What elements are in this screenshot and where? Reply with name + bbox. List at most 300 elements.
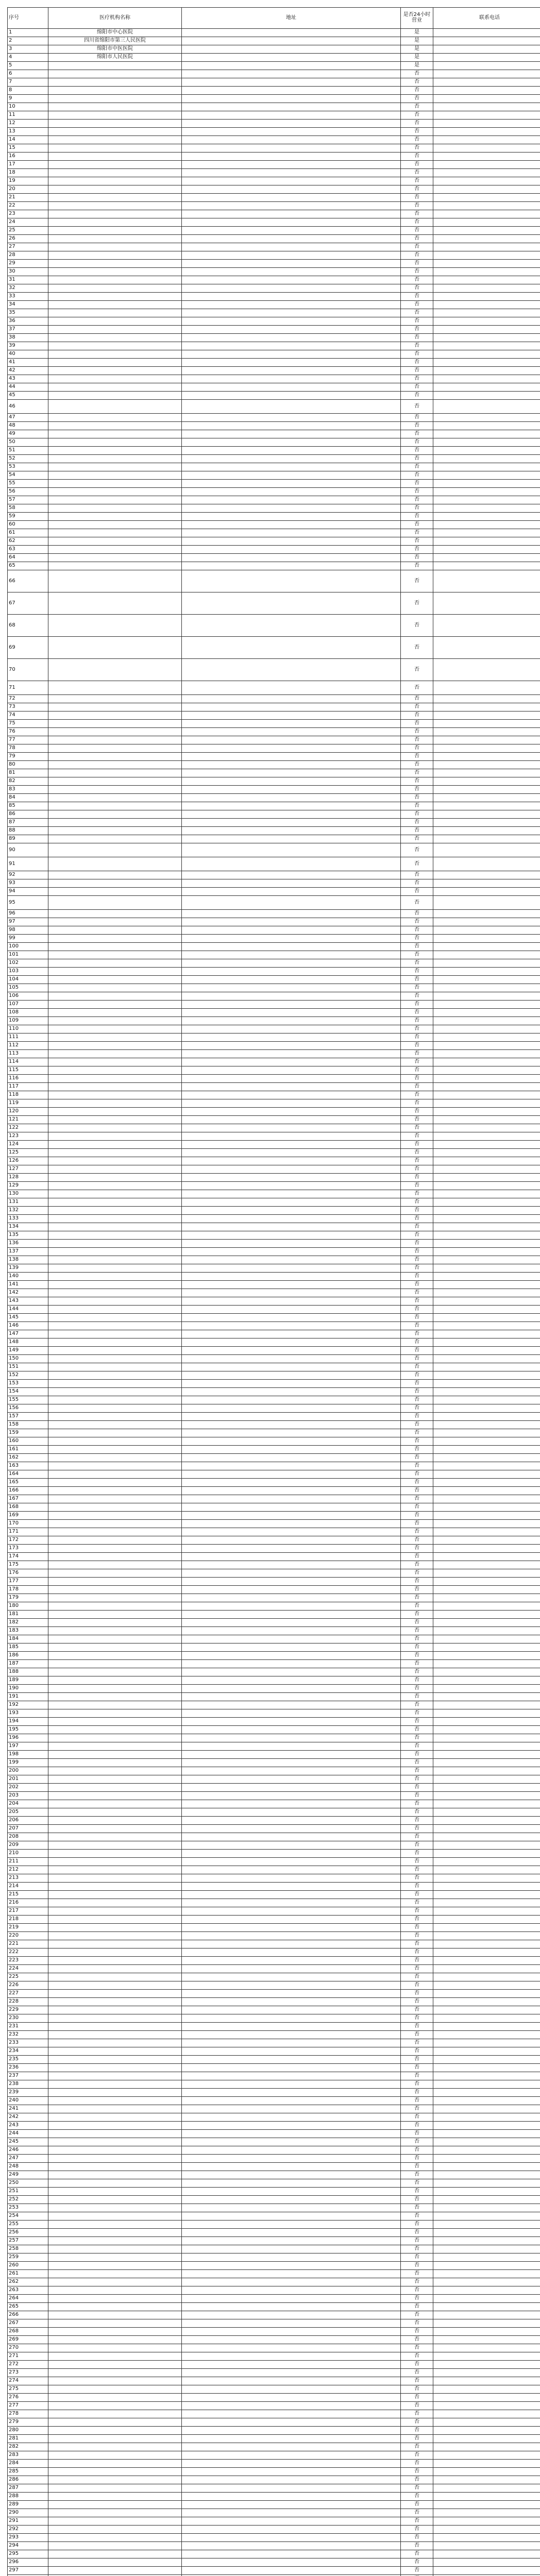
phone-cell xyxy=(433,1718,540,1726)
table-row xyxy=(8,2171,540,2179)
row-index-cell: 11 xyxy=(8,111,48,120)
address-cell xyxy=(182,342,401,350)
open-24-hours-cell: 否 xyxy=(401,546,433,554)
open-24-hours-cell: 否 xyxy=(401,1718,433,1726)
table-row xyxy=(8,1825,540,1833)
address-cell xyxy=(182,1668,401,1676)
institution-name-cell xyxy=(48,293,182,301)
institution-name-cell xyxy=(48,1899,182,1907)
row-index-cell: 157 xyxy=(8,1413,48,1421)
address-cell xyxy=(182,1520,401,1528)
row-index-cell: 253 xyxy=(8,2204,48,2212)
row-index-cell: 198 xyxy=(8,1751,48,1759)
table-row xyxy=(8,1883,540,1891)
row-index-cell: 175 xyxy=(8,1561,48,1569)
table-row xyxy=(8,2080,540,2089)
table-row xyxy=(8,342,540,350)
institution-name-cell xyxy=(48,2336,182,2344)
open-24-hours-cell: 否 xyxy=(401,1998,433,2006)
phone-cell xyxy=(433,2509,540,2517)
institution-name-cell xyxy=(48,2196,182,2204)
address-cell xyxy=(182,1973,401,1981)
institution-name-cell xyxy=(48,78,182,87)
table-row xyxy=(8,1528,540,1536)
phone-cell xyxy=(433,1957,540,1965)
table-row xyxy=(8,1512,540,1520)
open-24-hours-cell: 否 xyxy=(401,976,433,984)
table-row xyxy=(8,1850,540,1858)
address-cell xyxy=(182,1099,401,1108)
institution-name-cell xyxy=(48,2435,182,2443)
phone-cell xyxy=(433,1676,540,1685)
phone-cell xyxy=(433,471,540,480)
address-cell xyxy=(182,562,401,570)
address-cell xyxy=(182,243,401,251)
row-index-cell: 142 xyxy=(8,1289,48,1297)
open-24-hours-cell: 否 xyxy=(401,400,433,414)
address-cell xyxy=(182,1033,401,1042)
table-row xyxy=(8,2130,540,2138)
phone-cell xyxy=(433,1223,540,1231)
open-24-hours-cell: 否 xyxy=(401,276,433,284)
phone-cell xyxy=(433,45,540,54)
address-cell xyxy=(182,1693,401,1701)
table-row xyxy=(8,2229,540,2237)
open-24-hours-cell: 否 xyxy=(401,2377,433,2385)
institution-name-cell xyxy=(48,1891,182,1899)
institution-name-cell xyxy=(48,513,182,521)
open-24-hours-cell: 否 xyxy=(401,227,433,235)
row-index-cell: 165 xyxy=(8,1479,48,1487)
table-row xyxy=(8,1545,540,1553)
address-cell xyxy=(182,2113,401,2122)
open-24-hours-cell: 否 xyxy=(401,317,433,326)
row-index-cell: 167 xyxy=(8,1495,48,1503)
table-row xyxy=(8,2031,540,2039)
table-row xyxy=(8,2394,540,2402)
institution-name-cell xyxy=(48,810,182,819)
address-cell xyxy=(182,992,401,1001)
open-24-hours-cell: 否 xyxy=(401,1924,433,1932)
row-index-cell: 227 xyxy=(8,1990,48,1998)
phone-cell xyxy=(433,1380,540,1388)
open-24-hours-cell: 否 xyxy=(401,728,433,736)
table-row xyxy=(8,2534,540,2542)
table-row xyxy=(8,819,540,827)
row-index-cell: 196 xyxy=(8,1734,48,1742)
table-row xyxy=(8,976,540,984)
open-24-hours-cell: 否 xyxy=(401,1668,433,1676)
address-cell xyxy=(182,383,401,392)
phone-cell xyxy=(433,2468,540,2476)
row-index-cell: 29 xyxy=(8,260,48,268)
row-index-cell: 15 xyxy=(8,144,48,152)
phone-cell xyxy=(433,1099,540,1108)
address-cell xyxy=(182,1075,401,1083)
row-index-cell: 275 xyxy=(8,2385,48,2394)
table-row xyxy=(8,2047,540,2056)
phone-cell xyxy=(433,1165,540,1174)
institution-name-cell xyxy=(48,2468,182,2476)
row-index-cell: 172 xyxy=(8,1536,48,1545)
phone-cell xyxy=(433,1990,540,1998)
open-24-hours-cell: 否 xyxy=(401,1050,433,1058)
phone-cell xyxy=(433,1767,540,1775)
table-row xyxy=(8,2509,540,2517)
table-row xyxy=(8,251,540,260)
address-cell xyxy=(182,392,401,400)
address-cell xyxy=(182,2179,401,2188)
open-24-hours-cell: 否 xyxy=(401,301,433,309)
institution-name-cell xyxy=(48,2501,182,2509)
row-index-cell: 190 xyxy=(8,1685,48,1693)
open-24-hours-cell: 否 xyxy=(401,2221,433,2229)
row-index-cell: 72 xyxy=(8,695,48,703)
open-24-hours-cell: 否 xyxy=(401,918,433,926)
table-row xyxy=(8,2122,540,2130)
phone-cell xyxy=(433,1174,540,1182)
address-cell xyxy=(182,2097,401,2105)
institution-name-cell xyxy=(48,2253,182,2262)
open-24-hours-cell: 否 xyxy=(401,260,433,268)
row-index-cell: 214 xyxy=(8,1883,48,1891)
institution-name-cell xyxy=(48,185,182,194)
institution-name-cell xyxy=(48,2163,182,2171)
table-row xyxy=(8,1141,540,1149)
institution-name-cell xyxy=(48,1883,182,1891)
table-row xyxy=(8,161,540,169)
phone-cell xyxy=(433,1528,540,1536)
phone-cell xyxy=(433,2221,540,2229)
phone-cell xyxy=(433,375,540,383)
institution-name-cell xyxy=(48,1520,182,1528)
institution-name-cell xyxy=(48,334,182,342)
table-row xyxy=(8,827,540,835)
row-index-cell: 47 xyxy=(8,414,48,422)
table-row xyxy=(8,703,540,711)
open-24-hours-cell: 否 xyxy=(401,1289,433,1297)
table-row xyxy=(8,1124,540,1132)
open-24-hours-cell: 否 xyxy=(401,1322,433,1330)
phone-cell xyxy=(433,260,540,268)
address-cell xyxy=(182,1058,401,1066)
address-cell xyxy=(182,2550,401,2558)
table-row xyxy=(8,521,540,529)
institution-name-cell xyxy=(48,2089,182,2097)
address-cell xyxy=(182,1619,401,1627)
row-index-cell: 83 xyxy=(8,786,48,794)
institution-name-cell xyxy=(48,1429,182,1437)
table-row xyxy=(8,1635,540,1643)
table-row xyxy=(8,1808,540,1817)
institution-name-cell xyxy=(48,1001,182,1009)
table-row xyxy=(8,1396,540,1404)
table-row xyxy=(8,430,540,438)
institution-name-cell xyxy=(48,1850,182,1858)
address-cell xyxy=(182,943,401,951)
row-index-cell: 266 xyxy=(8,2311,48,2319)
address-cell xyxy=(182,45,401,54)
phone-cell xyxy=(433,1066,540,1075)
institution-name-cell xyxy=(48,218,182,227)
open-24-hours-cell: 否 xyxy=(401,95,433,103)
table-row xyxy=(8,1338,540,1347)
open-24-hours-cell: 否 xyxy=(401,720,433,728)
phone-cell xyxy=(433,2155,540,2163)
phone-cell xyxy=(433,1627,540,1635)
table-row xyxy=(8,1660,540,1668)
table-row xyxy=(8,1248,540,1256)
phone-cell xyxy=(433,1273,540,1281)
row-index-cell: 270 xyxy=(8,2344,48,2352)
row-index-cell: 243 xyxy=(8,2122,48,2130)
phone-cell xyxy=(433,293,540,301)
table-row xyxy=(8,2410,540,2418)
open-24-hours-cell: 否 xyxy=(401,2517,433,2526)
table-row xyxy=(8,2418,540,2427)
row-index-cell: 44 xyxy=(8,383,48,392)
row-index-cell: 152 xyxy=(8,1371,48,1380)
table-row xyxy=(8,1520,540,1528)
institution-name-cell xyxy=(48,1470,182,1479)
address-cell xyxy=(182,2229,401,2237)
address-cell xyxy=(182,1091,401,1099)
address-cell xyxy=(182,935,401,943)
address-cell xyxy=(182,879,401,888)
institution-name-cell xyxy=(48,2509,182,2517)
table-row xyxy=(8,1454,540,1462)
institution-name-cell xyxy=(48,169,182,177)
row-index-cell: 137 xyxy=(8,1248,48,1256)
open-24-hours-cell: 否 xyxy=(401,2138,433,2146)
phone-cell xyxy=(433,1322,540,1330)
address-cell xyxy=(182,1338,401,1347)
institution-name-cell xyxy=(48,2526,182,2534)
table-row xyxy=(8,1108,540,1116)
phone-cell xyxy=(433,2047,540,2056)
table-row xyxy=(8,935,540,943)
table-row xyxy=(8,2188,540,2196)
phone-cell xyxy=(433,1108,540,1116)
open-24-hours-cell: 否 xyxy=(401,1108,433,1116)
open-24-hours-cell: 否 xyxy=(401,2295,433,2303)
row-index-cell: 222 xyxy=(8,1948,48,1957)
institution-name-cell xyxy=(48,2476,182,2484)
phone-cell xyxy=(433,1404,540,1413)
open-24-hours-cell: 否 xyxy=(401,2542,433,2550)
table-row xyxy=(8,2146,540,2155)
institution-name-cell xyxy=(48,835,182,843)
table-row xyxy=(8,383,540,392)
phone-cell xyxy=(433,2105,540,2113)
open-24-hours-cell: 否 xyxy=(401,1874,433,1883)
open-24-hours-cell: 否 xyxy=(401,2023,433,2031)
address-cell xyxy=(182,1066,401,1075)
institution-name-cell xyxy=(48,918,182,926)
row-index-cell: 263 xyxy=(8,2286,48,2295)
row-index-cell: 56 xyxy=(8,488,48,496)
open-24-hours-cell: 否 xyxy=(401,1512,433,1520)
open-24-hours-cell: 否 xyxy=(401,1932,433,1940)
phone-cell xyxy=(433,2113,540,2122)
address-cell xyxy=(182,1858,401,1866)
address-cell xyxy=(182,1009,401,1017)
row-index-cell: 285 xyxy=(8,2468,48,2476)
row-index-cell: 268 xyxy=(8,2328,48,2336)
phone-cell xyxy=(433,1965,540,1973)
table-row xyxy=(8,1858,540,1866)
institution-name-cell xyxy=(48,2097,182,2105)
address-cell xyxy=(182,359,401,367)
row-index-cell: 118 xyxy=(8,1091,48,1099)
table-row xyxy=(8,1001,540,1009)
phone-cell xyxy=(433,1685,540,1693)
institution-name-cell xyxy=(48,1050,182,1058)
table-row xyxy=(8,1536,540,1545)
address-cell xyxy=(182,2072,401,2080)
address-cell xyxy=(182,1437,401,1446)
open-24-hours-cell: 否 xyxy=(401,1314,433,1322)
phone-cell xyxy=(433,2319,540,2328)
institution-name-cell xyxy=(48,615,182,637)
phone-cell xyxy=(433,1413,540,1421)
open-24-hours-cell: 否 xyxy=(401,251,433,260)
open-24-hours-cell: 否 xyxy=(401,1611,433,1619)
table-row xyxy=(8,1578,540,1586)
table-row xyxy=(8,794,540,802)
row-index-cell: 239 xyxy=(8,2089,48,2097)
open-24-hours-cell: 否 xyxy=(401,1306,433,1314)
table-row xyxy=(8,334,540,342)
phone-cell xyxy=(433,2410,540,2418)
address-cell xyxy=(182,1479,401,1487)
institution-name-cell xyxy=(48,1256,182,1264)
row-index-cell: 242 xyxy=(8,2113,48,2122)
phone-cell xyxy=(433,284,540,293)
open-24-hours-cell: 否 xyxy=(401,1693,433,1701)
open-24-hours-cell: 否 xyxy=(401,111,433,120)
row-index-cell: 247 xyxy=(8,2155,48,2163)
table-row xyxy=(8,1116,540,1124)
open-24-hours-cell: 否 xyxy=(401,1850,433,1858)
address-cell xyxy=(182,276,401,284)
open-24-hours-cell: 否 xyxy=(401,480,433,488)
address-cell xyxy=(182,1635,401,1643)
row-index-cell: 38 xyxy=(8,334,48,342)
table-row xyxy=(8,1132,540,1141)
phone-cell xyxy=(433,1207,540,1215)
table-row xyxy=(8,786,540,794)
row-index-cell: 249 xyxy=(8,2171,48,2179)
phone-cell xyxy=(433,2501,540,2509)
institution-name-cell xyxy=(48,786,182,794)
row-index-cell: 127 xyxy=(8,1165,48,1174)
address-cell xyxy=(182,422,401,430)
address-cell xyxy=(182,2089,401,2097)
row-index-cell: 117 xyxy=(8,1083,48,1091)
address-cell xyxy=(182,54,401,62)
institution-name-cell xyxy=(48,2385,182,2394)
table-row xyxy=(8,111,540,120)
institution-name-cell xyxy=(48,1602,182,1611)
address-cell xyxy=(182,1833,401,1841)
table-row xyxy=(8,70,540,78)
institution-name-cell xyxy=(48,562,182,570)
institution-name-cell xyxy=(48,736,182,744)
institution-name-cell xyxy=(48,1248,182,1256)
institution-name-cell xyxy=(48,1693,182,1701)
address-cell xyxy=(182,400,401,414)
open-24-hours-cell: 否 xyxy=(401,769,433,777)
row-index-cell: 188 xyxy=(8,1668,48,1676)
row-index-cell: 267 xyxy=(8,2319,48,2328)
phone-cell xyxy=(433,2311,540,2319)
row-index-cell: 95 xyxy=(8,896,48,910)
address-cell xyxy=(182,1404,401,1413)
institution-name-cell xyxy=(48,2534,182,2542)
row-index-cell: 18 xyxy=(8,169,48,177)
institution-name-cell xyxy=(48,1446,182,1454)
address-cell xyxy=(182,1742,401,1751)
open-24-hours-cell: 否 xyxy=(401,1174,433,1182)
phone-cell xyxy=(433,1058,540,1066)
institution-name-cell xyxy=(48,1635,182,1643)
phone-cell xyxy=(433,2188,540,2196)
row-index-cell: 28 xyxy=(8,251,48,260)
open-24-hours-cell: 否 xyxy=(401,210,433,218)
address-cell xyxy=(182,1306,401,1314)
open-24-hours-cell: 否 xyxy=(401,2245,433,2253)
open-24-hours-cell: 否 xyxy=(401,835,433,843)
address-cell xyxy=(182,695,401,703)
institution-name-cell xyxy=(48,1808,182,1817)
institution-name-cell xyxy=(48,1701,182,1709)
table-row xyxy=(8,284,540,293)
institution-name-cell xyxy=(48,111,182,120)
table-row xyxy=(8,1619,540,1627)
address-cell xyxy=(182,350,401,359)
institution-name-cell xyxy=(48,681,182,695)
open-24-hours-cell: 否 xyxy=(401,1841,433,1850)
phone-cell xyxy=(433,1619,540,1627)
open-24-hours-cell: 否 xyxy=(401,615,433,637)
open-24-hours-cell: 否 xyxy=(401,1355,433,1363)
address-cell xyxy=(182,1627,401,1635)
table-row xyxy=(8,2369,540,2377)
table-row xyxy=(8,1693,540,1701)
open-24-hours-cell: 否 xyxy=(401,1981,433,1990)
address-cell xyxy=(182,480,401,488)
phone-cell xyxy=(433,1825,540,1833)
open-24-hours-cell: 否 xyxy=(401,2402,433,2410)
table-row xyxy=(8,2336,540,2344)
table-row xyxy=(8,1709,540,1718)
open-24-hours-cell: 否 xyxy=(401,309,433,317)
institution-name-cell xyxy=(48,521,182,529)
open-24-hours-cell: 否 xyxy=(401,896,433,910)
institution-name-cell xyxy=(48,943,182,951)
address-cell xyxy=(182,802,401,810)
row-index-cell: 106 xyxy=(8,992,48,1001)
institution-name-cell xyxy=(48,703,182,711)
open-24-hours-cell: 否 xyxy=(401,888,433,896)
phone-cell xyxy=(433,414,540,422)
phone-cell xyxy=(433,367,540,375)
row-index-cell: 123 xyxy=(8,1132,48,1141)
institution-name-cell xyxy=(48,1223,182,1231)
table-row xyxy=(8,910,540,918)
table-row xyxy=(8,1363,540,1371)
